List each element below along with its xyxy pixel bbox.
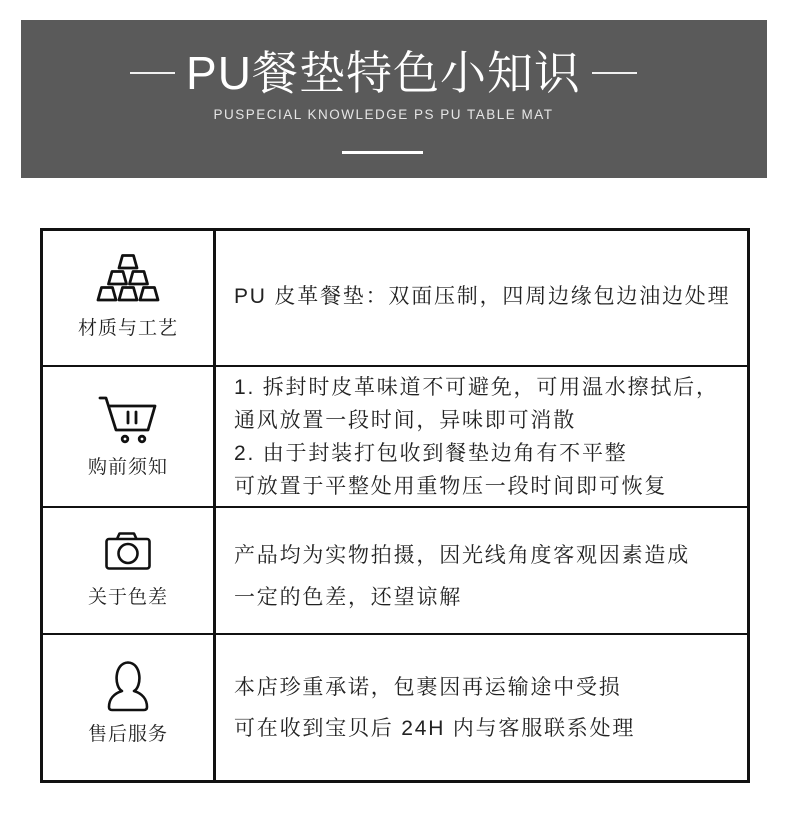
row-label: 购前须知 <box>87 456 168 478</box>
page-subtitle: PUSPECIAL KNOWLEDGE PS PU TABLE MAT <box>213 107 554 122</box>
title-dash-left <box>130 72 175 74</box>
content-line: 2. 由于封装打包收到餐垫边角有不平整 <box>234 441 628 465</box>
content-line: PU 皮革餐垫：双面压制，四周边缘包边油边处理 <box>234 285 731 308</box>
row-material-content <box>216 228 747 366</box>
content-line: 一定的色差，还望谅解 <box>234 585 462 609</box>
header-title-row <box>130 46 637 100</box>
content-line: 可在收到宝贝后 24H 内与客服联系处理 <box>234 717 636 740</box>
row-color-difference-header <box>43 507 213 634</box>
row-after-sales-content <box>216 634 747 782</box>
camera-icon <box>105 532 151 570</box>
row-label: 售后服务 <box>87 724 168 745</box>
title-dash-right <box>592 72 637 74</box>
content-line: 产品均为实物拍摄，因光线角度客观因素造成 <box>234 543 690 567</box>
row-after-sales-header <box>43 634 213 782</box>
row-label: 材质与工艺 <box>77 318 178 339</box>
content-line: 本店珍重承诺，包裹因再运输途中受损 <box>234 676 622 699</box>
gold-bars-icon <box>96 254 160 302</box>
content-line: 可放置于平整处用重物压一段时间即可恢复 <box>234 474 668 498</box>
header-underline <box>342 151 423 154</box>
shopping-cart-icon <box>98 395 158 445</box>
row-material-header <box>43 228 213 366</box>
row-color-difference-content <box>216 507 747 634</box>
row-label: 关于色差 <box>87 587 168 608</box>
content-line: 通风放置一段时间，异味即可消散 <box>234 408 576 432</box>
row-purchase-notice-header <box>43 366 213 507</box>
page-title: PU餐垫特色小知识 <box>186 47 581 99</box>
person-icon <box>107 660 149 712</box>
content-line: 1. 拆封时皮革味道不可避免，可用温水擦拭后， <box>234 375 719 399</box>
row-purchase-notice-content <box>216 366 747 507</box>
